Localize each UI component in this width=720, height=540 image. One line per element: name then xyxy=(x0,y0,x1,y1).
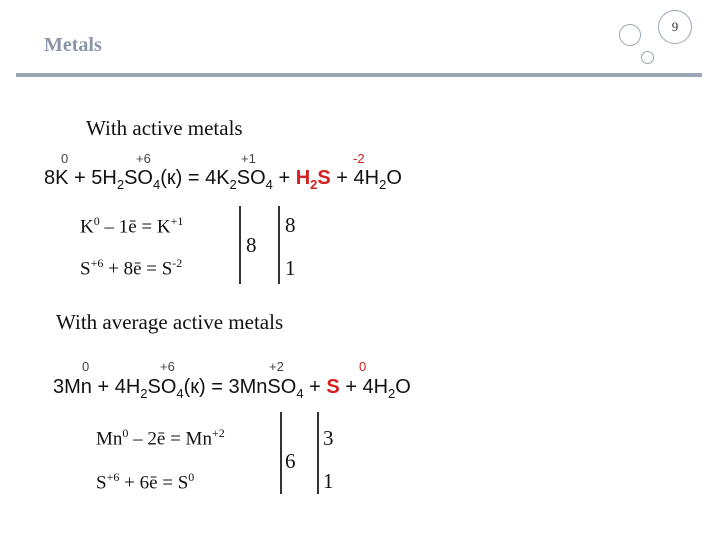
h2s-product: $H_2S$ xyxy=(295,167,331,192)
section2-heading: With average active metals xyxy=(56,310,284,334)
ox-state-s-product: -2 xyxy=(353,151,365,166)
section1-heading: With active metals xyxy=(86,116,243,140)
ox-state-s-product-2: 0 xyxy=(359,359,367,374)
page-number-badge xyxy=(658,10,692,44)
ox-state-s-reactant: +6 xyxy=(136,151,151,166)
coefficient-1b: 1 xyxy=(285,256,296,280)
ox-state-s-reactant-2: +6 xyxy=(160,359,175,374)
decor-circle-large xyxy=(619,24,641,46)
ox-state-mn-product: +2 xyxy=(269,359,284,374)
decor-circle-small xyxy=(641,51,654,64)
reaction-equation-2: $3Mn + 4H_2SO_4(к)$ = 3MnSO$_4$ + $S + 4H_2O$ xyxy=(53,376,411,401)
title-underline xyxy=(16,73,702,77)
slide-title: Metals xyxy=(44,34,102,56)
ox-state-mn: 0 xyxy=(82,359,90,374)
page-number: 9 xyxy=(671,19,679,34)
ox-state-k: 0 xyxy=(61,151,69,166)
balance-divider-2b xyxy=(317,412,319,494)
balance-divider-2a xyxy=(280,412,282,494)
half-reaction-2b: $S^{+6}$ + 6ē = $S^0$ xyxy=(96,470,195,494)
balance-divider-1a xyxy=(239,206,241,284)
lcm-1: 8 xyxy=(246,233,257,257)
coefficient-2a: 3 xyxy=(323,426,334,450)
half-reaction-1b: $S^{+6}$ + 8ē = $S^{-2}$ xyxy=(80,256,183,280)
half-reaction-2a: Mn$^0$ – 2ē = $Mn^{+2}$ xyxy=(96,426,225,450)
coefficient-2b: 1 xyxy=(323,469,334,493)
half-reaction-1a: $K^0$ – 1ē = $K^{+1}$ xyxy=(80,214,184,238)
ox-state-k-product: +1 xyxy=(241,151,256,166)
coefficient-1a: 8 xyxy=(285,213,296,237)
sulfur-product: S xyxy=(326,376,340,398)
lcm-2: 6 xyxy=(285,449,296,473)
reaction-equation-1: $8K + 5H_2SO_4(к) = 4K_2SO_4 + H_2S + 4H_2O$ xyxy=(44,167,402,192)
balance-divider-1b xyxy=(278,206,280,284)
